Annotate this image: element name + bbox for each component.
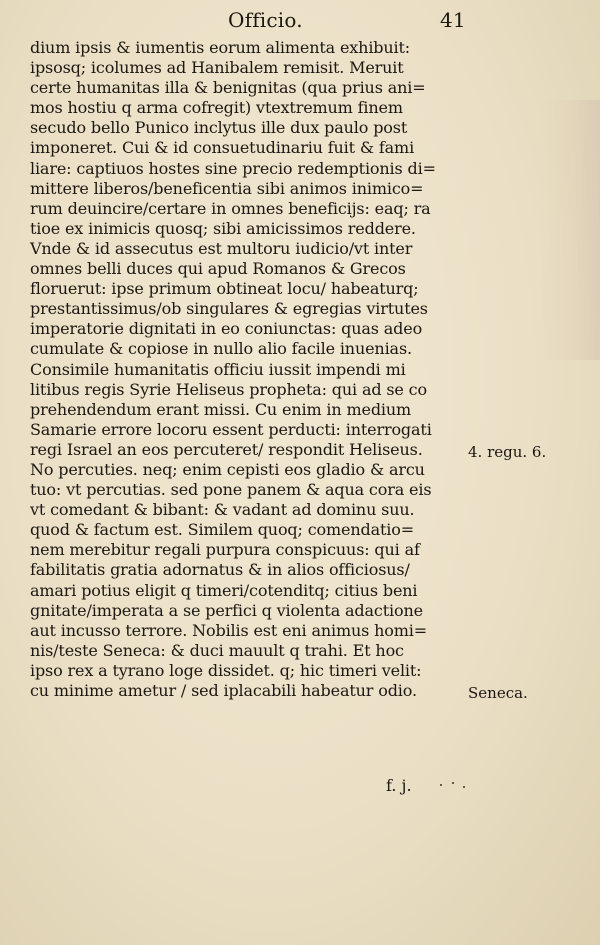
text-line: cumulate & copiose in nullo alio facile inuenias. <box>30 339 412 359</box>
text-line: Samarie errore locoru essent perducti: interrogati <box>30 419 432 439</box>
body-text <box>30 38 462 701</box>
text-line: dium ipsis & iumentis eorum alimenta exhibuit: <box>30 38 411 57</box>
text-line: vt comedant & bibant: & vadant ad dominu suu. <box>30 500 415 520</box>
text-line: ipsosq; icolumes ad Hanibalem remisit. Meruit <box>30 58 404 78</box>
text-line: prestantissimus/ob singulares & egregias virtutes <box>30 299 428 319</box>
margin-note-seneca: Seneca. <box>468 684 528 702</box>
text-line: prehendendum erant missi. Cu enim in medium <box>30 399 412 419</box>
text-line: secudo bello Punico inclytus ille dux paulo post <box>30 118 408 138</box>
text-line: litibus regis Syrie Heliseus propheta: qui ad se co <box>30 379 427 399</box>
running-title: Officio. <box>228 8 303 32</box>
text-line: rum deuincire/certare in omnes beneficijs: eaq; ra <box>30 198 431 218</box>
text-line: fabilitatis gratia adornatus & in alios officiosus/ <box>30 560 410 580</box>
text-line: cu minime ametur / sed iplacabili habeatur odio. <box>30 681 417 700</box>
text-line: ipso rex a tyrano loge dissidet. q; hic timeri velit: <box>30 660 422 680</box>
page-header <box>0 8 600 38</box>
ink-specks <box>436 781 476 791</box>
text-line: mos hostiu q arma cofregit) vtextremum finem <box>30 98 403 118</box>
text-line: mittere liberos/beneficentia sibi animos inimico= <box>30 178 424 198</box>
text-line: nem merebitur regali purpura conspicuus: qui af <box>30 540 420 560</box>
margin-note-regum: 4. regu. 6. <box>468 443 547 461</box>
text-line: quod & factum est. Similem quoq; comendatio= <box>30 520 414 540</box>
page-number: 41 <box>440 8 466 32</box>
text-line: tuo: vt percutias. sed pone panem & aqua cora eis <box>30 480 432 500</box>
text-line: gnitate/imperata a se perfici q violenta adactione <box>30 600 423 620</box>
text-line: certe humanitas illa & benignitas (qua prius ani= <box>30 78 426 98</box>
text-line: amari potius eligit q timeri/cotenditq; citius beni <box>30 580 418 600</box>
text-line: imperatorie dignitati in eo coniunctas: quas adeo <box>30 319 423 339</box>
show-through-shadow <box>540 100 600 360</box>
text-line: aut incusso terrore. Nobilis est eni animus homi= <box>30 620 428 640</box>
text-line: liare: captiuos hostes sine precio redemptionis di= <box>30 158 436 178</box>
text-line: imponeret. Cui & id consuetudinariu fuit & fami <box>30 138 415 158</box>
text-line: omnes belli duces qui apud Romanos & Grecos <box>30 259 406 279</box>
text-line: regi Israel an eos percuteret/ respondit Heliseus. <box>30 439 423 459</box>
text-line: tioe ex inimicis quosq; sibi amicissimos reddere. <box>30 218 416 238</box>
signature-mark: f. j. <box>386 776 412 795</box>
text-line: No percuties. neq; enim cepisti eos gladio & arcu <box>30 459 425 479</box>
text-line: floruerut: ipse primum obtineat locu/ habeaturq; <box>30 279 419 299</box>
text-line: Consimile humanitatis officiu iussit impendi mi <box>30 359 406 379</box>
text-line: nis/teste Seneca: & duci mauult q trahi. Et hoc <box>30 640 404 660</box>
text-line: Vnde & id assecutus est multoru iudicio/vt inter <box>30 238 413 258</box>
